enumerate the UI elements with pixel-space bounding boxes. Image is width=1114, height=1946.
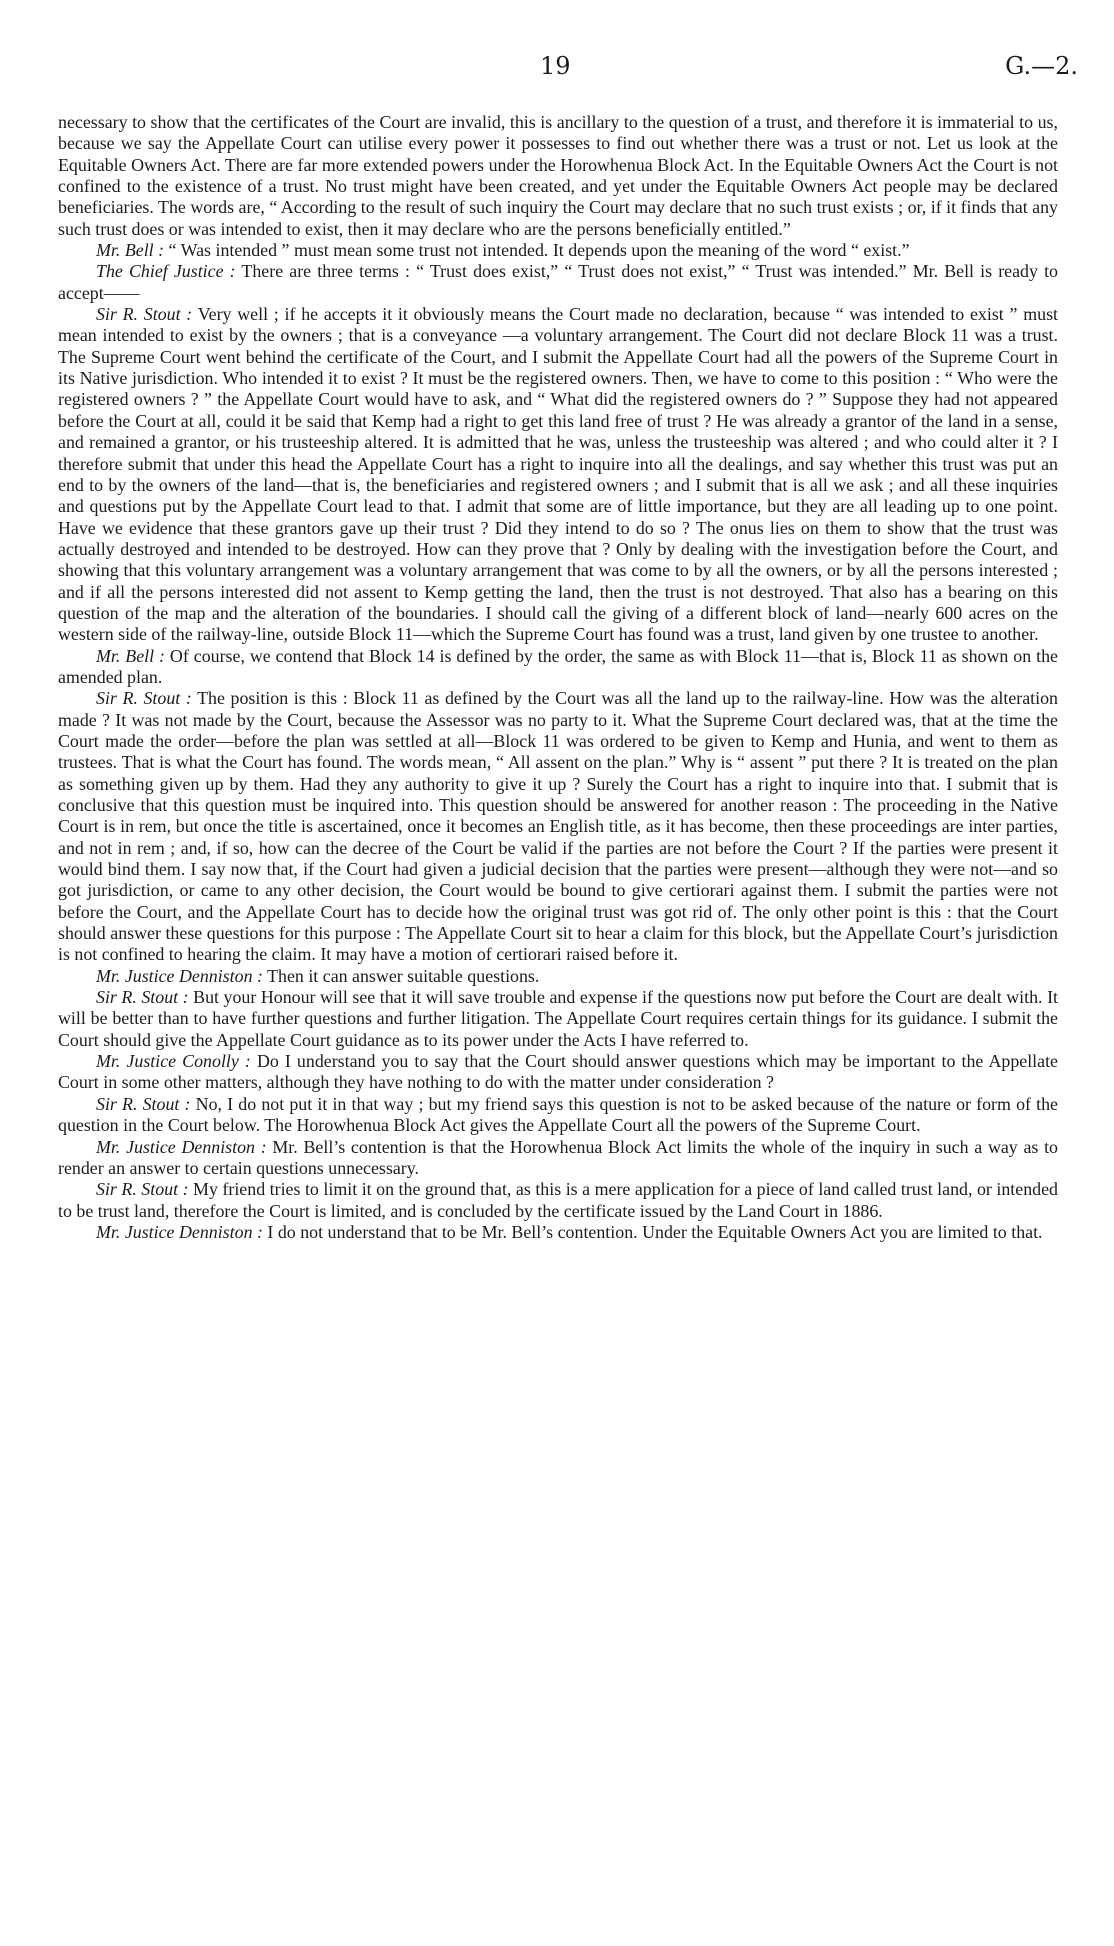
speaker-name: Mr. Justice Conolly : <box>96 1051 251 1072</box>
speaker-name: The Chief Justice : <box>96 261 236 282</box>
speaker-name: Mr. Bell : <box>96 240 165 261</box>
document-reference: G.—2. <box>1005 52 1078 80</box>
paragraph-text: Then it can answer suitable questions. <box>262 965 540 986</box>
paragraph-text: My friend tries to limit it on the ground that, as this is a mere application for a piece of land called trust land, or intended to be trust land, therefore the Court is limited, and is concluded by the certificate issued by the Land Court in 1886. <box>58 1179 1058 1221</box>
speaker-name: Sir R. Stout : <box>96 1179 189 1200</box>
paragraph-text: No, I do not put it in that way ; but my friend says this question is not to be asked because of the nature or form of the question in the Court below. The Horowhenua Block Act gives the Appellate Court all the powers of the Supreme Court. <box>58 1093 1058 1136</box>
paragraph-13 <box>58 1222 1058 1243</box>
paragraph-8 <box>58 987 1058 1051</box>
paragraph-4 <box>58 304 1058 646</box>
paragraph-text: I do not understand that to be Mr. Bell’s contention. Under the Equitable Owners Act you are limited to that. <box>262 1221 1043 1242</box>
paragraph-text: Very well ; if he accepts it it obviously means the Court made no declaration, because “ was intended to exist ” must mean intended to exist by the owners ; that is a conveyance —a voluntary arrangement. The Court did not declare Block 11 was a trust. The Supreme Court went behind the certificate of the Court, and I submit the Appellate Court had all the powers of the Supreme Court in its Native jurisdiction. Who intended it to exist ? It must be the registered owners. Then, we have to come to this position : “ Who were the registered owners ? ” the Appellate Court would have to ask, and “ What did the registered owners do ? ” Suppose they had not appeared before the Court at all, could it be said that Kemp had a right to get this land free of trust ? He was already a grantor of the land in a sense, and remained a grantor, or his trusteeship altered. It is admitted that he was, unless the trusteeship was altered ; and who could alter it ? I therefore submit that under this head the Appellate Court has a right to inquire into all the dealings, and say whether this trust was put an end to by the owners of the land—that is, the beneficiaries and registered owners ; and I submit that is all we ask ; and all these inquiries and questions put by the Appellate Court lead to that. I admit that some are of little importance, but they are all leading up to one point. Have we evidence that these grantors gave up their trust ? Did they intend to do so ? The onus lies on them to show that the trust was actually destroyed and intended to be destroyed. How can they prove that ? Only by dealing with the investigation before the Court, and showing that this voluntary arrangement was a voluntary arrangement that was come to by all the owners, or by all the persons interested ; and if all the persons interested did not assent to Kemp getting the land, then the trust is not destroyed. That also has a bearing on this question of the map and the alteration of the boundaries. I should call the giving of a different block of land—nearly 600 acres on the western side of the railway-line, outside Block 11—which the Supreme Court has found was a trust, land given by one trustee to another. <box>58 304 1059 645</box>
page-number: 19 <box>540 52 571 80</box>
speaker-name: Sir R. Stout : <box>96 304 193 325</box>
paragraph-2 <box>58 240 1058 261</box>
paragraph-text: There are three terms : “ Trust does exist,” “ Trust does not exist,” “ Trust was intended.” Mr. Bell is ready to accept—— <box>58 261 1058 303</box>
speaker-name: Mr. Justice Denniston : <box>96 1136 267 1157</box>
speaker-name: Mr. Justice Denniston : <box>96 1221 263 1242</box>
paragraph-11 <box>58 1137 1058 1180</box>
speaker-name: Sir R. Stout : <box>96 688 192 709</box>
paragraph-text: But your Honour will see that it will save trouble and expense if the questions now put before the Court are dealt with. It will be better than to have further questions and further litigation. The Appellate Court requires certain things for its guidance. I submit the Court should give the Appellate Court guidance as to its power under the Acts I have referred to. <box>58 987 1058 1050</box>
paragraph-9 <box>58 1051 1058 1094</box>
paragraph-6 <box>58 688 1058 965</box>
paragraph-text: “ Was intended ” must mean some trust not intended. It depends upon the meaning of the word “ exist.” <box>164 240 910 261</box>
paragraph-1 <box>58 112 1058 240</box>
paragraph-text: Do I understand you to say that the Court should answer questions which may be important to the Appellate Court in some other matters, although they have nothing to do with the matter under consideration ? <box>58 1051 1058 1093</box>
paragraph-5 <box>58 646 1058 689</box>
speaker-name: Mr. Justice Denniston : <box>96 965 263 986</box>
paragraph-text: The position is this : Block 11 as defined by the Court was all the land up to the railway-line. How was the alteration made ? It was not made by the Court, because the Assessor was no party to it. What the Supreme Court declared was, that at the time the Court made the order—before the plan was settled at all—Block 11 was ordered to be given to Kemp and Hunia, and went to them as trustees. That is what the Court has found. The words mean, “ All assent on the plan.” Why is “ assent ” put there ? It is treated on the plan as something given up by them. Had they any authority to give it up ? Surely the Court has a right to inquire into that. I submit that is conclusive that this question must be inquired into. This question should be answered for another reason : The proceeding in the Native Court is in rem, but once the title is ascertained, once it becomes an English title, as it has become, then these proceedings are inter parties, and not in rem ; and, if so, how can the decree of the Court be valid if the parties are not before the Court ? If the parties were present it would bind them. I say now that, if the Court had given a judicial decision that the parties were present—although they were not—and so got jurisdiction, or came to any other decision, the Court would be bound to give certiorari against them. I submit the parties were not before the Court, and the Appellate Court has to decide how the original trust was got rid of. The only other point is this : that the Court should answer these questions for this purpose : The Appellate Court sit to hear a claim for this block, but the Appellate Court’s jurisdiction is not confined to hearing the claim. It may have a motion of certiorari raised before it. <box>58 688 1058 965</box>
page-header <box>0 52 1114 92</box>
document-body <box>58 112 1058 1243</box>
paragraph-text: Of course, we contend that Block 14 is defined by the order, the same as with Block 11—that is, Block 11 as shown on the amended plan. <box>58 645 1058 687</box>
speaker-name: Sir R. Stout : <box>96 1093 191 1114</box>
paragraph-12 <box>58 1179 1058 1222</box>
speaker-name: Sir R. Stout : <box>96 987 189 1008</box>
paragraph-text: Mr. Bell’s contention is that the Horowhenua Block Act limits the whole of the inquiry in such a way as to render an answer to certain questions unnecessary. <box>58 1136 1058 1178</box>
speaker-name: Mr. Bell : <box>96 645 165 666</box>
paragraph-10 <box>58 1094 1058 1137</box>
paragraph-7 <box>58 966 1058 987</box>
paragraph-3 <box>58 261 1058 304</box>
paragraph-text: necessary to show that the certificates of the Court are invalid, this is ancillary to the question of a trust, and therefore it is immaterial to us, because we say the Appellate Court can utilise every power it possesses to find out whether there was a trust or not. Let us look at the Equitable Owners Act. There are far more extended powers under the Horowhenua Block Act. In the Equitable Owners Act the Court is not confined to the existence of a trust. No trust might have been created, and yet under the Equitable Owners Act people may be declared beneficiaries. The words are, “ According to the result of such inquiry the Court may declare that no such trust exists ; or, if it finds that any such trust does or was intended to exist, then it may declare who are the persons beneficially entitled.” <box>58 112 1058 239</box>
